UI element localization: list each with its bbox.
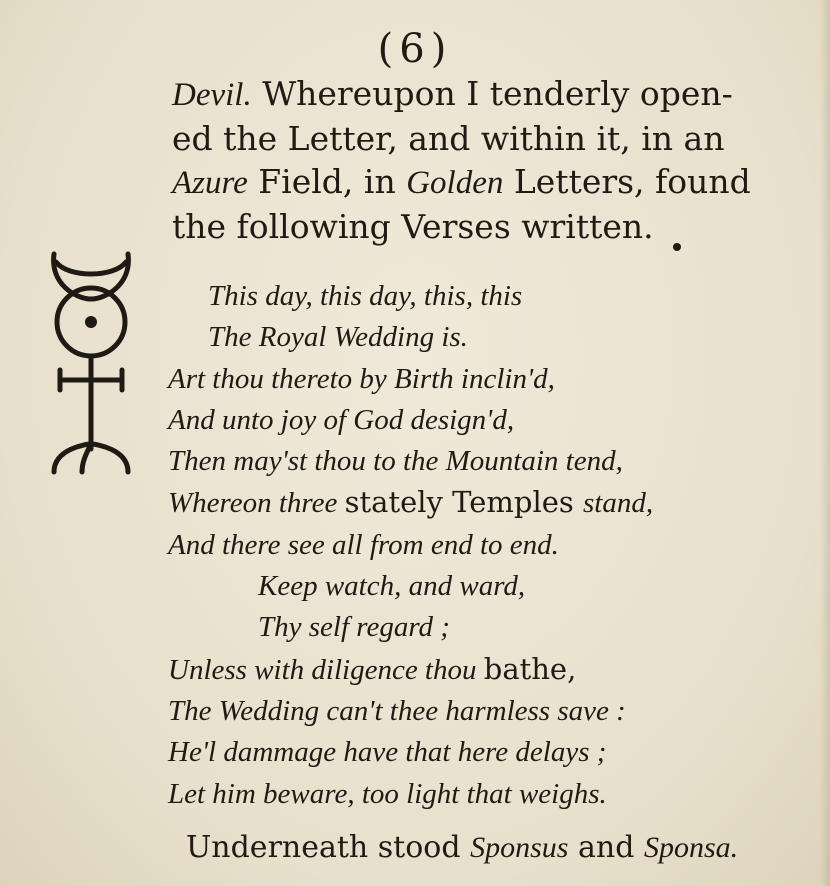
verse-line: Art thou thereto by Birth inclin'd, <box>168 362 555 395</box>
monas-symbol-icon <box>46 244 136 484</box>
verse-line: Whereon three stately Temples stand, <box>168 485 654 520</box>
prose-line: Devil. Whereupon I tenderly open- <box>172 74 733 113</box>
verse-line: He'l dammage have that here delays ; <box>168 736 607 769</box>
verse-line: And unto joy of God design'd, <box>168 403 515 436</box>
verse-line: Thy self regard ; <box>258 611 450 644</box>
prose-line: the following Verses written. <box>172 207 654 246</box>
prose-line: Azure Field, in Golden Letters, found <box>172 162 751 201</box>
footer-line: Underneath stood Sponsus and Sponsa. <box>186 830 739 865</box>
page-edge-shadow <box>820 0 830 886</box>
verse-line: The Wedding can't thee harmless save : <box>168 694 626 727</box>
verse-line: Let him beware, too light that weighs. <box>168 777 607 810</box>
ink-dot <box>673 243 681 251</box>
page-number: (6) <box>377 26 453 72</box>
prose-paragraph <box>172 72 792 248</box>
verse-line: The Royal Wedding is. <box>208 321 468 354</box>
verse-block <box>168 276 653 815</box>
prose-line: ed the Letter, and within it, in an <box>172 119 725 158</box>
verse-line: Unless with diligence thou bathe, <box>168 651 577 686</box>
verse-line: This day, this day, this, this <box>208 280 523 312</box>
verse-line: Keep watch, and ward, <box>258 570 526 603</box>
verse-line: Then may'st thou to the Mountain tend, <box>168 445 623 478</box>
verse-line: And there see all from end to end. <box>168 528 559 561</box>
